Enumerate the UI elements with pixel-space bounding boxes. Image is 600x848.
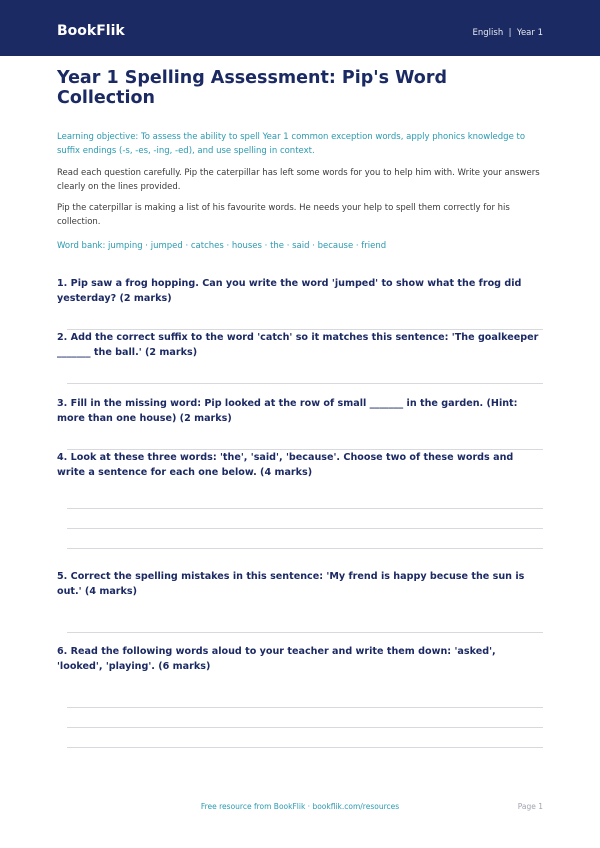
question-3: 3. Fill in the missing word: Pip looked at the row of small _______ in the garden. (Hint: more than one house) (2 marks) <box>57 398 518 424</box>
question-5: 5. Correct the spelling mistakes in this sentence: 'My frend is happy becuse the sun is out.' (4 marks) <box>57 571 525 597</box>
instructions-text: Read each question carefully. Pip the caterpillar has left some words for you to help him with. Write your answers clearly on the lines provided. <box>57 168 540 192</box>
answer-line[interactable] <box>67 528 543 529</box>
brand-logo: BookFlik <box>57 23 125 39</box>
answer-line[interactable] <box>67 508 543 509</box>
question-2: 2. Add the correct suffix to the word 'catch' so it matches this sentence: 'The goalkeeper _______ the ball.' (2 marks) <box>57 332 539 358</box>
answer-line[interactable] <box>67 383 543 384</box>
word-bank: Word bank: jumping · jumped · catches · houses · the · said · because · friend <box>57 241 387 251</box>
page-title: Year 1 Spelling Assessment: Pip's Word Collection <box>57 68 447 108</box>
question-4: 4. Look at these three words: 'the', 'said', 'because'. Choose two of these words and write a sentence for each one below. (4 marks) <box>57 452 514 478</box>
question-1: 1. Pip saw a frog hopping. Can you write the word 'jumped' to show what the frog did yesterday? (2 marks) <box>57 278 522 304</box>
answer-line[interactable] <box>67 727 543 728</box>
question-6: 6. Read the following words aloud to your teacher and write them down: 'asked', 'looked', 'playing'. (6 marks) <box>57 646 496 672</box>
answer-line[interactable] <box>67 548 543 549</box>
page-number: Page 1 <box>517 802 543 811</box>
subject-year-label: English | Year 1 <box>472 28 543 38</box>
context-text: Pip the caterpillar is making a list of his favourite words. He needs your help to spell them correctly for his collection. <box>57 203 510 227</box>
learning-objective: Learning objective: To assess the ability to spell Year 1 common exception words, apply phonics knowledge to suffix endings (-s, -es, -ing, -ed), and use spelling in context. <box>57 132 526 156</box>
header-bar <box>0 0 600 56</box>
answer-line[interactable] <box>67 707 543 708</box>
footer-text[interactable]: Free resource from BookFlik · bookflik.com/resources <box>200 802 400 811</box>
worksheet-content <box>57 60 543 748</box>
answer-line[interactable] <box>67 747 543 748</box>
answer-line[interactable] <box>67 632 543 633</box>
